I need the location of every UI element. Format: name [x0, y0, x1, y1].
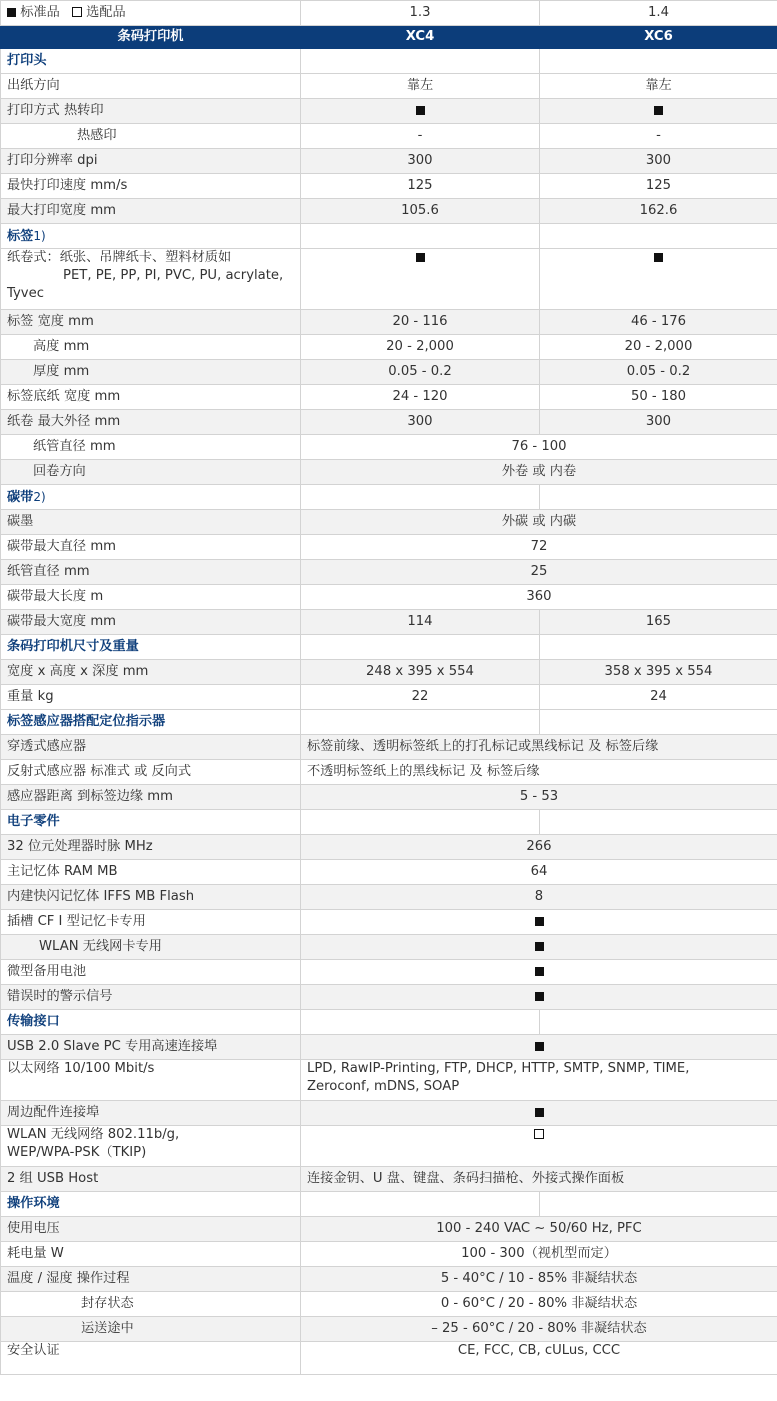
row-label: USB 2.0 Slave PC 专用高速连接埠: [1, 1035, 301, 1060]
section-electronics: [1, 810, 777, 835]
table-row: [1, 1242, 777, 1267]
row-label: 碳带最大宽度 mm: [1, 610, 301, 635]
table-row: [1, 174, 777, 199]
table-row: [1, 535, 777, 560]
value-a: 靠左: [301, 74, 540, 99]
row-label: 纸卷 最大外径 mm: [1, 410, 301, 435]
table-row: [1, 385, 777, 410]
value-shared: 266: [301, 835, 777, 860]
row-label: 错误时的警示信号: [1, 985, 301, 1010]
filled-square-icon: [654, 253, 663, 262]
table-row: [1, 785, 777, 810]
table-row: [1, 760, 777, 785]
section-sensor: [1, 710, 777, 735]
table-row: [1, 1060, 777, 1101]
row-label: 感应器距离 到标签边缘 mm: [1, 785, 301, 810]
table-row: [1, 860, 777, 885]
row-label: WLAN 无线网卡专用: [39, 939, 162, 954]
value-a: 20 - 116: [301, 310, 540, 335]
value-shared: 25: [301, 560, 777, 585]
row-label: 厚度 mm: [33, 364, 90, 379]
value-shared: 64: [301, 860, 777, 885]
row-label: 高度 mm: [33, 339, 90, 354]
empty-square-icon: [72, 7, 82, 17]
value-b: 46 - 176: [540, 310, 777, 335]
filled-square-icon: [416, 253, 425, 262]
value-a: 0.05 - 0.2: [301, 360, 540, 385]
value-a: 20 - 2,000: [301, 335, 540, 360]
legend-cell: [1, 1, 301, 26]
value-shared: 8: [301, 885, 777, 910]
table-row: [1, 249, 777, 310]
row-label: 碳带最大长度 m: [1, 585, 301, 610]
header-model-b: XC6: [540, 26, 777, 49]
row-label: 温度 / 湿度 操作过程: [1, 1267, 301, 1292]
table-row: [1, 885, 777, 910]
row-label: 纸管直径 mm: [1, 560, 301, 585]
row-label: 内建快闪记忆体 IFFS MB Flash: [1, 885, 301, 910]
value-b: 125: [540, 174, 777, 199]
table-row: [1, 410, 777, 435]
filled-square-icon: [535, 1108, 544, 1117]
value-shared: 72: [301, 535, 777, 560]
table-row: [1, 124, 777, 149]
row-label: 打印分辨率 dpi: [1, 149, 301, 174]
value-shared: 不透明标签纸上的黑线标记 及 标签后缘: [301, 760, 777, 785]
section-title: 电子零件: [1, 810, 301, 835]
table-row: [1, 585, 777, 610]
row-label: WLAN 无线网络 802.11b/g, WEP/WPA-PSK（TKIP): [1, 1126, 301, 1167]
filled-square-icon: [535, 917, 544, 926]
value-shared: 5 - 53: [301, 785, 777, 810]
value-a: 248 x 395 x 554: [301, 660, 540, 685]
table-row: [1, 1217, 777, 1242]
filled-square-icon: [535, 942, 544, 951]
row-label: 反射式感应器 标准式 或 反向式: [1, 760, 301, 785]
table-row: [1, 735, 777, 760]
row-label: 使用电压: [1, 1217, 301, 1242]
value-shared: 0 - 60°C / 20 - 80% 非凝结状态: [301, 1292, 777, 1317]
row-label: 微型备用电池: [1, 960, 301, 985]
value-shared: 外卷 或 内卷: [301, 460, 777, 485]
value-shared: – 25 - 60°C / 20 - 80% 非凝结状态: [301, 1317, 777, 1342]
value-b: 165: [540, 610, 777, 635]
table-row: [1, 149, 777, 174]
filled-square-icon: [416, 106, 425, 115]
table-row: [1, 985, 777, 1010]
value-b: 300: [540, 410, 777, 435]
table-row: [1, 835, 777, 860]
section-title: 打印头: [1, 49, 301, 74]
section-title: 标签1): [1, 224, 301, 249]
row-label: 最大打印宽度 mm: [1, 199, 301, 224]
table-row: [1, 685, 777, 710]
table-row: [1, 1317, 777, 1342]
value-shared: LPD, RawIP-Printing, FTP, DHCP, HTTP, SMTP, SNMP, TIME, Zeroconf, mDNS, SOAP: [301, 1060, 777, 1101]
row-label: 回卷方向: [33, 464, 86, 479]
row-label: 纸管直径 mm: [33, 439, 116, 454]
row-label: 主记忆体 RAM MB: [1, 860, 301, 885]
section-dimensions: [1, 635, 777, 660]
table-row: [1, 74, 777, 99]
section-title: 条码打印机尺寸及重量: [1, 635, 301, 660]
legend-optional: 选配品: [86, 5, 126, 20]
row-label: 标签 宽度 mm: [1, 310, 301, 335]
section-title: 碳带2): [1, 485, 301, 510]
filled-square-icon: [535, 1042, 544, 1051]
version-a: 1.3: [301, 1, 540, 26]
header-row: [1, 26, 777, 49]
value-shared: 76 - 100: [301, 435, 777, 460]
value-b: 300: [540, 149, 777, 174]
table-row: [1, 1267, 777, 1292]
table-row: [1, 510, 777, 535]
row-label: 封存状态: [81, 1296, 134, 1311]
table-row: [1, 310, 777, 335]
legend-row: [1, 1, 777, 26]
row-label: 热感印: [77, 128, 117, 143]
table-row: [1, 560, 777, 585]
row-label: 以太网络 10/100 Mbit/s: [1, 1060, 301, 1101]
header-model-a: XC4: [301, 26, 540, 49]
value-a: 125: [301, 174, 540, 199]
row-label: 安全认证: [1, 1342, 301, 1375]
value-a: 300: [301, 410, 540, 435]
row-label: 出纸方向: [1, 74, 301, 99]
value-b: -: [540, 124, 777, 149]
value-a: 300: [301, 149, 540, 174]
section-ribbon: [1, 485, 777, 510]
row-label: 耗电量 W: [1, 1242, 301, 1267]
value-b: 162.6: [540, 199, 777, 224]
value-a: -: [301, 124, 540, 149]
value-shared: 100 - 300（视机型而定）: [301, 1242, 777, 1267]
value-a: 114: [301, 610, 540, 635]
section-title: 标签感应器搭配定位指示器: [1, 710, 301, 735]
legend-standard: 标准品: [20, 5, 60, 20]
section-printhead: [1, 49, 777, 74]
row-label: 宽度 x 高度 x 深度 mm: [1, 660, 301, 685]
table-row: [1, 1167, 777, 1192]
row-label: 插槽 CF I 型记忆卡专用: [1, 910, 301, 935]
table-row: [1, 360, 777, 385]
table-row: [1, 910, 777, 935]
table-row: [1, 960, 777, 985]
row-label: 2 组 USB Host: [1, 1167, 301, 1192]
table-row: [1, 435, 777, 460]
filled-square-icon: [535, 967, 544, 976]
filled-square-icon: [535, 992, 544, 1001]
table-row: [1, 335, 777, 360]
value-shared: 标签前缘、透明标签纸上的打孔标记或黑线标记 及 标签后缘: [301, 735, 777, 760]
value-b: 20 - 2,000: [540, 335, 777, 360]
value-shared: 5 - 40°C / 10 - 85% 非凝结状态: [301, 1267, 777, 1292]
row-label: 32 位元处理器时脉 MHz: [1, 835, 301, 860]
row-label: 周边配件连接埠: [1, 1101, 301, 1126]
value-shared: 外碳 或 内碳: [301, 510, 777, 535]
value-b: 50 - 180: [540, 385, 777, 410]
section-environment: [1, 1192, 777, 1217]
table-row: [1, 460, 777, 485]
table-row: [1, 1035, 777, 1060]
row-label: 碳墨: [1, 510, 301, 535]
row-label: 重量 kg: [1, 685, 301, 710]
value-shared: CE, FCC, CB, cULus, CCC: [301, 1342, 777, 1375]
table-row: [1, 99, 777, 124]
table-row: [1, 1126, 777, 1167]
value-shared: 连接金钥、U 盘、键盘、条码扫描枪、外接式操作面板: [301, 1167, 777, 1192]
table-row: [1, 199, 777, 224]
filled-square-icon: [7, 8, 16, 17]
header-title: 条码打印机: [1, 26, 301, 49]
section-label: [1, 224, 777, 249]
value-shared: 360: [301, 585, 777, 610]
table-row: [1, 1101, 777, 1126]
table-row: [1, 1292, 777, 1317]
table-row: [1, 610, 777, 635]
table-row: [1, 660, 777, 685]
row-label-media: 纸卷式：纸张、吊牌纸卡、塑料材质如 PET, PE, PP, PI, PVC, PU, acrylate, Tyvec: [1, 249, 301, 310]
row-label: 打印方式 热转印: [1, 99, 301, 124]
row-label: 标签底纸 宽度 mm: [1, 385, 301, 410]
version-b: 1.4: [540, 1, 777, 26]
value-a: 105.6: [301, 199, 540, 224]
table-row: [1, 935, 777, 960]
row-label: 运送途中: [81, 1321, 134, 1336]
row-label: 碳带最大直径 mm: [1, 535, 301, 560]
section-title: 操作环境: [1, 1192, 301, 1217]
section-interfaces: [1, 1010, 777, 1035]
filled-square-icon: [654, 106, 663, 115]
empty-square-icon: [534, 1129, 544, 1139]
value-b: 0.05 - 0.2: [540, 360, 777, 385]
row-label: 最快打印速度 mm/s: [1, 174, 301, 199]
row-label: 穿透式感应器: [1, 735, 301, 760]
value-b: 358 x 395 x 554: [540, 660, 777, 685]
value-shared: 100 - 240 VAC ~ 50/60 Hz, PFC: [301, 1217, 777, 1242]
value-a: 22: [301, 685, 540, 710]
table-row: [1, 1342, 777, 1375]
section-title: 传输接口: [1, 1010, 301, 1035]
value-a: 24 - 120: [301, 385, 540, 410]
value-b: 24: [540, 685, 777, 710]
value-b: 靠左: [540, 74, 777, 99]
